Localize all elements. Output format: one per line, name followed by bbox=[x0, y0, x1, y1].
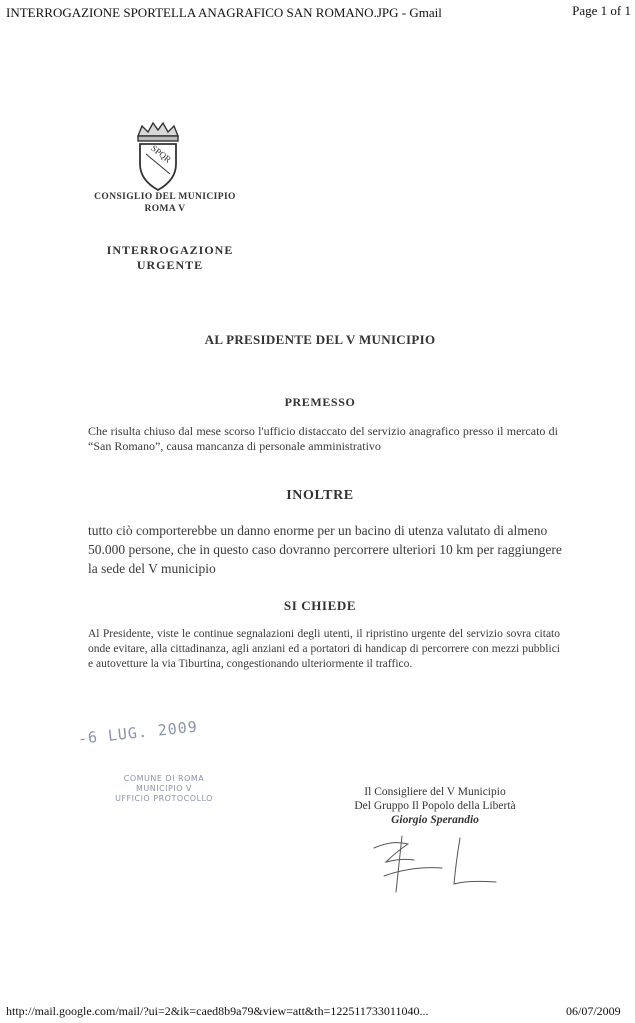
inoltre-heading: INOLTRE bbox=[286, 488, 354, 503]
si-chiede-heading: SI CHIEDE bbox=[283, 598, 357, 613]
signer-name: Giorgio Sperandio bbox=[391, 814, 479, 826]
premesso-text: Che risulta chiuso dal mese scorso l'ufficio distaccato del servizio anagrafico presso il mercato di “San Romano”, causa mancanza di personale amministrativo bbox=[88, 424, 558, 453]
document-type bbox=[80, 243, 260, 273]
footer-url: http://mail.google.com/mail/?ui=2&ik=caed8b9a79&view=att&th=122511733011040... bbox=[6, 1004, 429, 1018]
handwritten-signature bbox=[372, 832, 502, 896]
window-title: INTERROGAZIONE SPORTELLA ANAGRAFICO SAN ROMANO.JPG - Gmail bbox=[6, 5, 442, 20]
inoltre-text: tutto ciò comporterebbe un danno enorme per un bacino di utenza valutato di almeno 50.000 persone, che in questo caso dovranno percorrere ulteriori 10 km per raggiungere la sede del V municipio bbox=[88, 523, 562, 576]
council-line-2: ROMA V bbox=[144, 204, 186, 214]
protocol-stamp-office bbox=[104, 774, 224, 804]
premesso-heading: PREMESSO bbox=[284, 395, 356, 409]
stamp-line-2: MUNICIPIO V bbox=[135, 784, 193, 793]
council-name bbox=[60, 191, 270, 215]
council-line-1: CONSIGLIO DEL MUNICIPIO bbox=[94, 192, 236, 202]
protocol-stamp-date: -6 LUG. 2009 bbox=[77, 717, 199, 748]
signer-role: Il Consigliere del V Municipio bbox=[364, 786, 506, 798]
footer-date: 06/07/2009 bbox=[566, 1004, 621, 1018]
signer-block bbox=[330, 785, 540, 827]
stamp-line-1: COMUNE DI ROMA bbox=[123, 774, 205, 783]
doc-type-line-1: INTERROGAZIONE bbox=[106, 243, 234, 257]
signer-group: Del Gruppo Il Popolo della Libertà bbox=[354, 800, 516, 812]
stamp-line-3: UFFICIO PROTOCOLLO bbox=[115, 794, 213, 803]
page-indicator: Page 1 of 1 bbox=[572, 3, 631, 18]
crest-text: SPQR bbox=[149, 142, 174, 165]
addressee: AL PRESIDENTE DEL V MUNICIPIO bbox=[204, 332, 436, 347]
si-chiede-text: Al Presidente, viste le continue segnalazioni degli utenti, il ripristino urgente del servizio sovra citato onde evitare, alla cittadinanza, agli anziani ed a portatori di handicap di percorrere con mezzi pubblici e autovetture la via Tiburtina, congestionando ulteriormente il traffico. bbox=[88, 628, 560, 670]
municipal-crest-icon bbox=[132, 120, 184, 192]
doc-type-line-2: URGENTE bbox=[136, 258, 204, 272]
